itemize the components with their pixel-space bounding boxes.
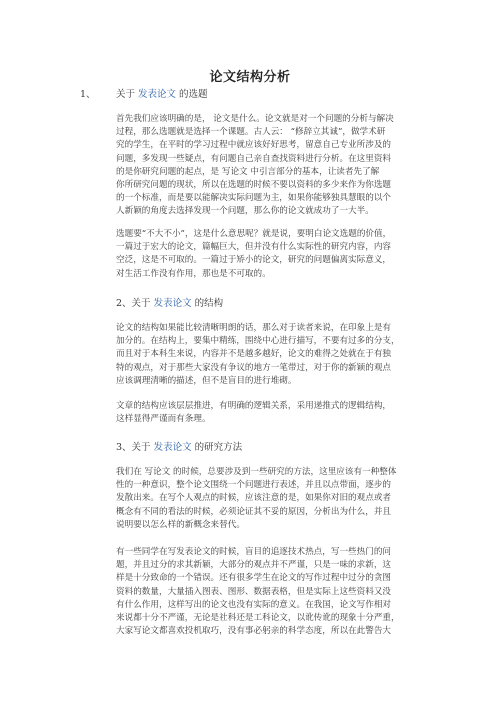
text-line: 问题，多发现一些疑点，有问题自己亲自查找资料进行分析。在这里资料: [116, 153, 392, 164]
text-line: 的是你研究问题的起点，是 写论文 中引言部分的基本，让读者先了解: [116, 166, 380, 177]
text-line: 样是十分致命的一个错误。还有很多学生在论文的写作过程中过分的贪图: [116, 573, 392, 584]
paragraph: [116, 322, 426, 388]
section-heading-3: [116, 441, 242, 454]
heading-prefix: 关于: [131, 298, 151, 309]
section-number: 3、: [116, 442, 132, 453]
paragraph: [116, 466, 426, 532]
text-line: 的一个标准，而是要以能解决实际问题为主，如果你能够独具慧眼的以个: [116, 193, 392, 204]
text-line: 这样显得严谨而有条理。: [116, 414, 211, 425]
heading-prefix: 关于: [131, 442, 151, 453]
publish-paper-link[interactable]: 发表论文: [138, 89, 177, 100]
publish-paper-link[interactable]: 发表论文: [153, 298, 192, 309]
text-line: 人新颖的角度去选择发现一个问题，那么你的论文就成功了一大半。: [116, 206, 374, 217]
text-line: 加分的。在结构上，要集中精练，围绕中心进行描写，不要有过多的分支，: [116, 336, 400, 347]
text-line: 一篇过于宏大的论文，篇幅巨大，但并没有什么实际性的研究内容，内容: [116, 242, 392, 253]
text-line: 资料的数量，大量插入图表、图形、数据表格，但是实际上这些资料又没: [116, 586, 392, 597]
section-number: 1、: [80, 89, 96, 100]
text-line: 选题要“不大不小”，这是什么意思呢？就是说，要明白论文选题的价值，: [116, 229, 392, 239]
text-line: 发散出来。在写个人观点的时候，应该注意的是，如果你对旧的观点或者: [116, 493, 392, 504]
text-line: 究的学生，在平时的学习过程中就应该好好思考，留意自己专业所涉及的: [116, 140, 392, 151]
paragraph: [116, 228, 426, 281]
paragraph: [116, 400, 426, 426]
page-title: 论文结构分析: [209, 70, 291, 85]
text-line: 而且对于本科生来说，内容并不是越多越好，论文的难得之处就在于有独: [116, 349, 392, 360]
text-line: 大家写论文都喜欢投机取巧，没有事必躬亲的科学态度，所以在此警告大: [116, 626, 392, 637]
text-line: 性的一种意识，整个论文围绕一个问题进行表述，并且以点带面，逐步的: [116, 480, 392, 491]
section-heading-1: [80, 88, 208, 101]
text-line: 应该调理清晰的描述，但不是盲目的进行堆砌。: [116, 375, 297, 386]
heading-suffix: 的选题: [179, 89, 208, 100]
text-line: 说明要以怎么样的新概念来替代。: [116, 519, 245, 530]
text-line: 你所研究问题的现状，所以在选题的时候不要以资料的多少来作为你选题: [116, 179, 392, 190]
text-line: 空泛，这是不可取的。一篇过于矫小的论文，研究的问题偏离实际意义，: [116, 255, 392, 266]
heading-suffix: 的结构: [194, 298, 224, 309]
text-line: 首先我们应该明确的是， 论文是什么。论文就是对一个问题的分析与解决: [116, 114, 394, 124]
section-heading-2: [116, 297, 223, 310]
text-line: 来说都十分不严谨，无论是社科还是工科论文，以讹传讹的现象十分严重，: [116, 612, 400, 623]
text-line: 我们在 写论文 的时候，总要涉及到一些研究的方法，这里应该有一种整体: [116, 467, 397, 477]
paragraph: [116, 546, 426, 638]
text-line: 有什么作用，这样写出的论文也没有实际的意义。在我国，论文写作相对: [116, 599, 392, 610]
heading-suffix: 的研究方法: [194, 442, 243, 453]
text-line: 文章的结构应该层层推进，有明确的逻辑关系，采用递推式的逻辑结构，: [116, 401, 392, 411]
text-line: 题，并且过分的求其新颖，大部分的观点并不严谨，只是一味的求新，这: [116, 560, 392, 571]
text-line: 论文的结构如果能比较清晰明朗的话，那么对于读者来说，在印象上是有: [116, 323, 392, 333]
text-line: 过程，那么选题就是选择一个课题。古人云： “修辞立其诚”，做学术研: [116, 127, 386, 138]
heading-prefix: 关于: [116, 89, 136, 100]
text-line: 对生活工作没有作用，那也是不可取的。: [116, 268, 271, 279]
section-number: 2、: [116, 298, 132, 309]
text-line: 概念有不同的看法的时候，必须论证其不妥的原因，分析出为什么，并且: [116, 506, 392, 517]
publish-paper-link[interactable]: 发表论文: [153, 442, 192, 453]
text-line: 特的观点，对于那些大家没有争议的地方一笔带过，对于你的新颖的观点: [116, 362, 392, 373]
paragraph: [116, 113, 426, 219]
text-line: 有一些同学在写发表论文的时候，盲目的追逐技术热点，写一些热门的问: [116, 547, 392, 557]
